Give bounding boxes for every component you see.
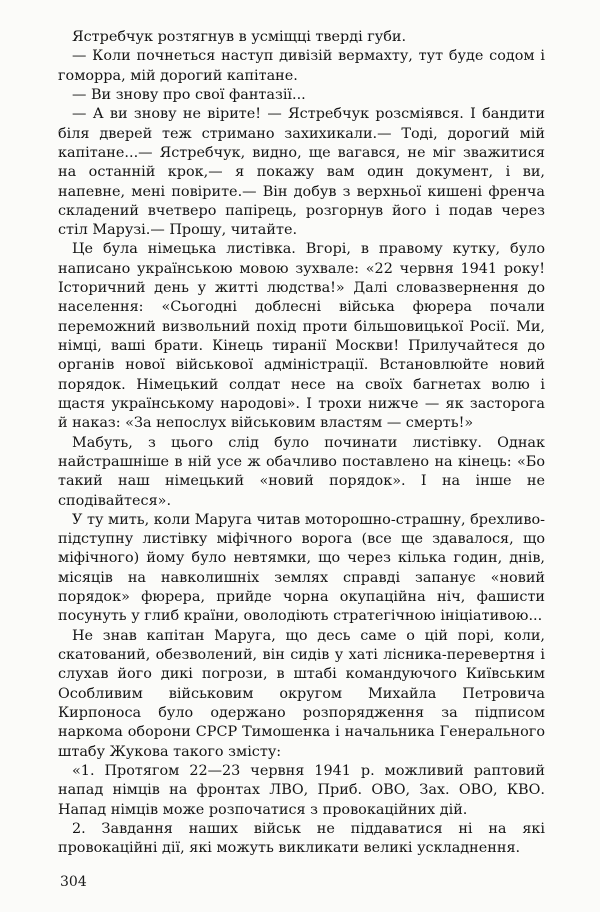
paragraph-7: У ту мить, коли Маруга читав моторошно-страшну, брехливо-підступну листівку міфічного ворога (все ще здавалося, що міфічного) йому було невтямки, що через кілька годин, днів, місяців на навколишніх землях справді запанує «новий порядок» фюрера, прийде чорна окупаційна ніч, фашисти посунуть у глиб країни, оволодіють стратегічною ініціативою... xyxy=(58,511,545,625)
paragraph-9: «1. Протягом 22—23 червня 1941 р. можливий раптовий напад німців на фронтах ЛВО, Приб. ОВО, Зах. ОВО, КВО. Напад німців може розпочатися з провокаційних дій. xyxy=(58,762,545,818)
paragraph-10: 2. Завдання наших військ не піддаватися ні на які провокаційні дії, які можуть викликати великі ускладнення. xyxy=(58,820,545,857)
paragraph-3: — Ви знову про свої фантазії... xyxy=(72,86,306,103)
paragraph-6: Мабуть, з цього слід було починати листівку. Однак найстрашніше в ній усе ж обачливо поставлено на кінець: «Бо такий наш німецький «новий порядок». І на інше не сподівайтеся». xyxy=(58,434,545,509)
paragraph-2: — Коли почнеться наступ дивізій вермахту, тут буде содом і гоморра, мій дорогий капітане. xyxy=(58,48,545,84)
paragraph-5: Це була німецька листівка. Вгорі, в правому кутку, було написано українською мовою зухвале: «22 червня 1941 року! Історичний день у житті людства!» Далі словазвернення до населення: «Сьогодні доблесні війська фюрера почали переможний визвольний похід проти більшовицької Росії. Ми, німці, ваші брати. Кінець тиранії Москви! Прилучайтеся до органів нової військової адміністрації. Встановлюйте новий порядок. Німецький солдат несе на своїх багнетах волю і щастя українському народові». І трохи нижче — як засторога й наказ: «За непослух військовим властям — смерть!» xyxy=(58,241,545,432)
paragraph-4: — А ви знову не вірите! — Ястребчук розсміявся. І бандити біля дверей теж стримано захихикали.— Тоді, дорогий мій капітане...— Ястребчук, видно, ще вагався, не міг зважитися на останній крок,— я покажу вам один документ, і ви, напевне, мені повірите.— Він добув з верхньої кишені френча складений вчетверо папірець, розгорнув його і подав через стіл Марузі.— Прошу, читайте. xyxy=(58,106,545,239)
paragraph-1: Ястребчук розтягнув в усміщці тверді губи. xyxy=(72,29,407,45)
page-number: 304 xyxy=(60,874,87,890)
page-body-text xyxy=(58,28,545,858)
paragraph-8: Не знав капітан Маруга, що десь саме о цій порі, коли, скатований, обезволений, він сидів у хаті лісника-перевертня і слухав його дикі погрози, в штабі командуючого Київським Особливим військовим округом Михайла Петровича Кирпоноса було одержано розпорядження за підписом наркома оборони СРСР Тимошенка і начальника Генерального штабу Жукова такого змісту: xyxy=(58,627,545,760)
